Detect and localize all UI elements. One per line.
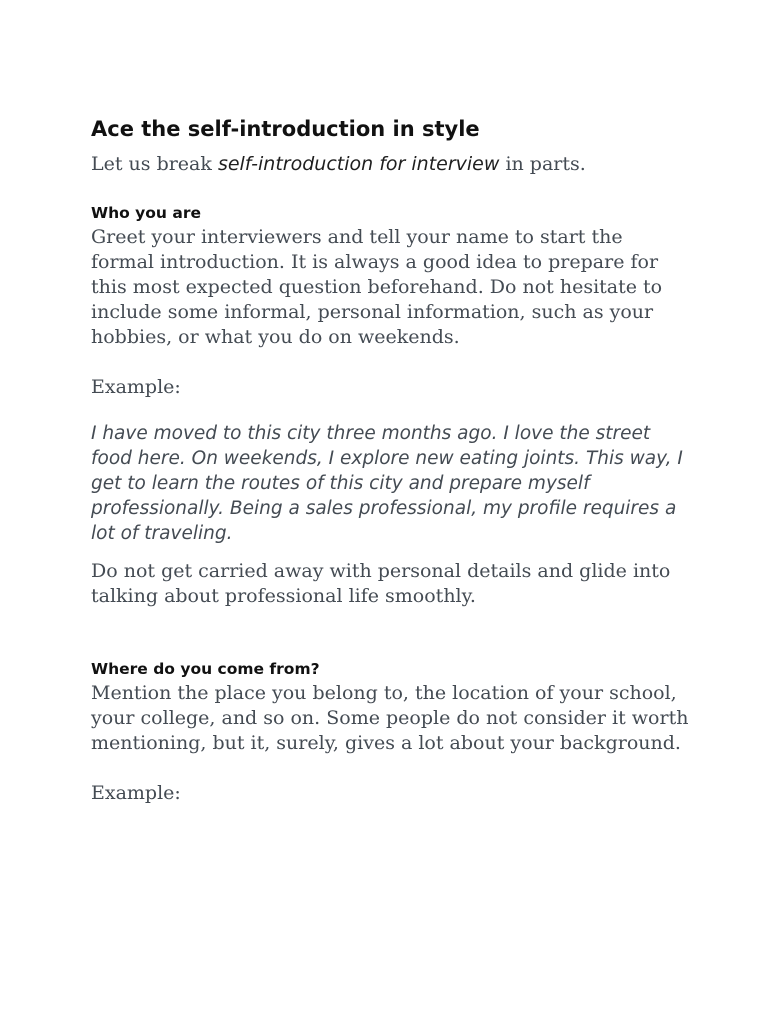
example-quote: I have moved to this city three months ago. I love the street food here. On weekends, I explore new eating joints. This way, I get to learn the routes of this city and prepare myself professionally. Being a sales professional, my profile requires a lot of traveling. [91,423,683,544]
section-body-where-from: Mention the place you belong to, the location of your school, your college, and so on. Some people do not consider it worth mentioning, but it, surely, gives a lot about your background. [91,682,689,754]
intro-prefix: Let us break [91,153,218,175]
intro-emphasis: self-introduction for interview [217,153,500,175]
after-example-paragraph: Do not get carried away with personal details and glide into talking about professional life smoothly. [91,560,671,607]
example-label: Example: [91,376,181,398]
section-heading-who-you-are: Who you are [91,204,201,222]
intro-paragraph [91,152,691,177]
section-heading-where-from: Where do you come from? [91,660,320,678]
section-body-who-you-are: Greet your interviewers and tell your name to start the formal introduction. It is always a good idea to prepare for this most expected question beforehand. Do not hesitate to include some informal, personal information, such as your hobbies, or what you do on weekends. [91,226,663,348]
intro-suffix: in parts. [499,153,586,175]
document-page [91,116,691,806]
example-label: Example: [91,782,181,804]
page-title: Ace the self-introduction in style [91,117,480,141]
